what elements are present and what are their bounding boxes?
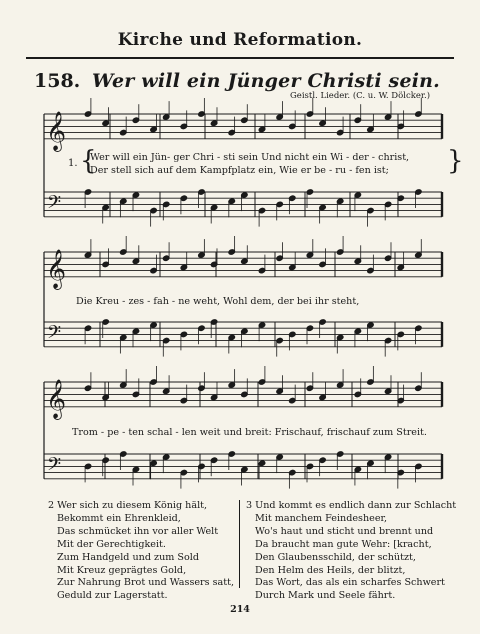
verse-number: 1.: [68, 158, 78, 169]
bass-clef: 𝄢: [47, 322, 62, 348]
verse-line: Mit manchem Feindesheer,: [255, 512, 388, 524]
page-number: 214: [230, 604, 250, 615]
verse-line: Wo's haut und sticht und brennt und: [255, 525, 434, 537]
verse-line: Durch Mark und Seele fährt.: [255, 590, 396, 602]
verse-line: 2 Wer sich zu diesem König hält,: [48, 500, 208, 511]
treble-clef: 𝄞: [46, 378, 67, 419]
verse-divider: [239, 500, 240, 588]
verse-line: Den Helm des Heils, der blitzt,: [255, 564, 406, 576]
clefs: [46, 111, 66, 480]
lyric-brace-left: {: [80, 146, 97, 176]
hymn-attribution: Geistl. Lieder. (C. u. W. Dölcker.): [290, 91, 431, 101]
verse-line: Bekommt ein Ehrenkleid,: [57, 512, 181, 524]
lyric-line-1b: Der stell sich auf dem Kampfplatz ein, Wie er be - ru - fen ist;: [90, 165, 389, 176]
verse-line: Den Glaubensschild, der schützt,: [255, 551, 416, 563]
verse-3: [246, 500, 456, 603]
verse-line: Zum Handgeld und zum Sold: [57, 551, 199, 563]
lyric-brace-right: }: [447, 146, 464, 176]
lyric-line-1a: Wer will ein Jün- ger Chri - sti sein Und nicht ein Wi - der - christ,: [90, 152, 410, 163]
bass-clef: 𝄢: [47, 454, 62, 480]
hymn-title: Wer will ein Jünger Christi sein.: [92, 70, 440, 92]
treble-clef: 𝄞: [46, 110, 67, 151]
verse-line: 3 Und kommt es endlich dann zur Schlacht: [246, 500, 457, 511]
hymn-number: 158.: [34, 70, 81, 92]
bass-clef: 𝄢: [47, 192, 62, 218]
verse-line: Das Wort, das als ein scharfes Schwert: [255, 577, 445, 589]
verse-line: Da braucht man gute Wehr: [kracht,: [255, 538, 432, 550]
verse-line: Mit Kreuz geprägtes Gold,: [57, 564, 187, 576]
treble-clef: 𝄞: [46, 248, 67, 289]
section-title: Kirche und Reformation.: [117, 30, 363, 50]
lyric-line-2: Die Kreu - zes - fah - ne weht, Wohl dem, der bei ihr steht,: [76, 296, 360, 307]
verse-line: Mit der Gerechtigkeit.: [57, 538, 166, 550]
verse-line: Das schmücket ihn vor aller Welt: [57, 525, 219, 537]
verse-2: [48, 500, 234, 603]
lyric-line-3: Trom - pe - ten schal - len weit und breit: Frischauf, frischauf zum Streit.: [72, 427, 427, 438]
verse-line: Zur Nahrung Brot und Wassers satt,: [57, 577, 235, 589]
verse-line: Geduld zur Lagerstatt.: [57, 590, 168, 602]
